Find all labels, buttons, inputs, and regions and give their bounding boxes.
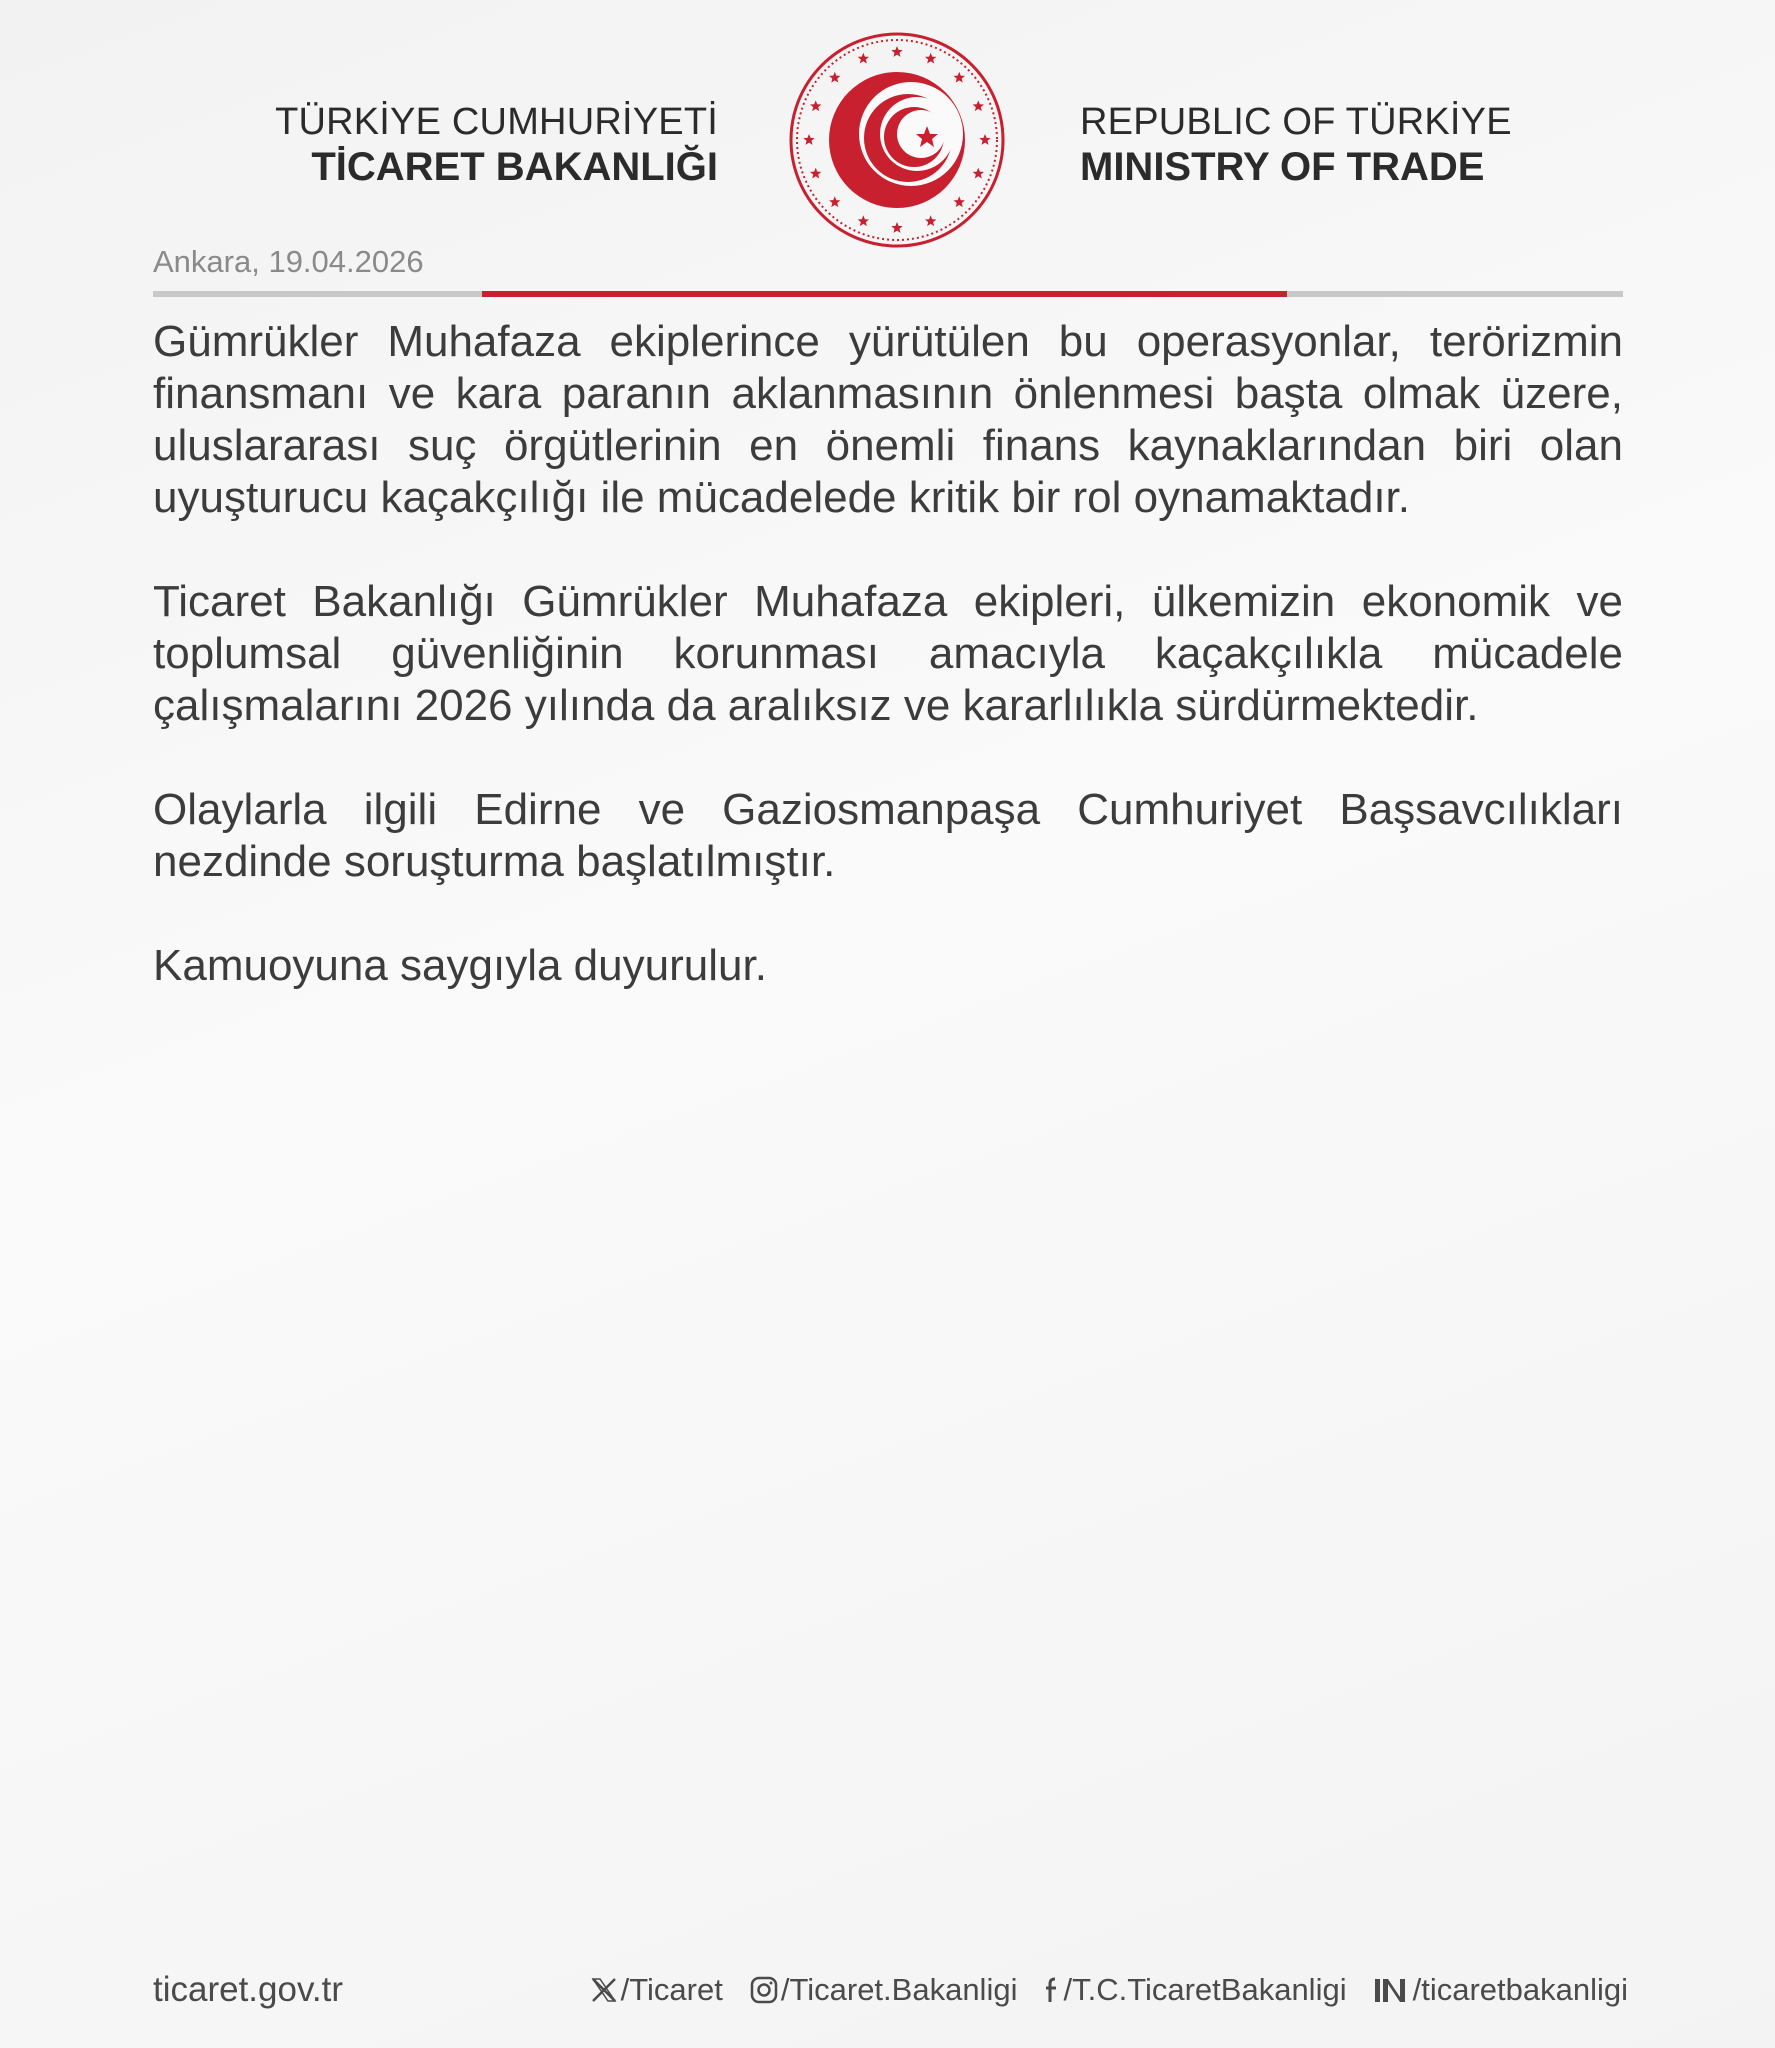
emblem-star [979, 134, 990, 145]
social-nsosyal-handle: /ticaretbakanligi [1412, 1972, 1628, 2007]
social-x[interactable] [589, 1972, 723, 2008]
letterhead [0, 30, 1775, 250]
emblem-star [858, 53, 869, 64]
social-facebook-handle: /T.C.TicaretBakanligi [1063, 1972, 1347, 2007]
x-icon [589, 1975, 619, 2005]
emblem-star [803, 134, 814, 145]
emblem-star [858, 215, 869, 226]
website-link[interactable]: ticaret.gov.tr [153, 1970, 343, 2009]
social-links [589, 1972, 1628, 2008]
social-facebook[interactable] [1043, 1972, 1346, 2008]
paragraph-2: Ticaret Bakanlığı Gümrükler Muhafaza ekipleri, ülkemizin ekonomik ve toplumsal güvenliğinin korunması amacıyla kaçakçılıkla mücadele çalışmalarını 2026 yılında da aralıksız ve kararlılıkla sürdürmektedir. [153, 577, 1623, 730]
org-turkish-line2: TİCARET BAKANLIĞI [311, 145, 718, 189]
social-nsosyal[interactable] [1373, 1972, 1628, 2008]
org-english-line2: MINISTRY OF TRADE [1080, 145, 1485, 189]
emblem-star [810, 100, 821, 111]
paragraph-1: Gümrükler Muhafaza ekiplerince yürütülen bu operasyonlar, terörizmin finansmanı ve kara paranın aklanmasının önlenmesi başta olmak üzere, uluslararası suç örgütlerinin en önemli finans kaynaklarından biri olan uyuşturucu kaçakçılığı ile mücadelede kritik bir rol oynamaktadır. [153, 317, 1623, 522]
emblem-star [973, 168, 984, 179]
nsosyal-icon [1373, 1975, 1411, 2005]
date-location: Ankara, 19.04.2026 [153, 244, 424, 279]
org-turkish-line1: TÜRKİYE CUMHURİYETİ [275, 101, 718, 143]
emblem-star [810, 168, 821, 179]
social-x-handle: /Ticaret [620, 1972, 723, 2007]
org-name-english [1080, 100, 1512, 190]
ministry-emblem-logo [787, 30, 1007, 250]
paragraph-4: Kamuoyuna saygıyla duyurulur. [153, 941, 767, 990]
header-divider-accent [482, 291, 1287, 297]
emblem-star [925, 215, 936, 226]
emblem-star [829, 72, 840, 83]
emblem-star [973, 100, 984, 111]
org-name-turkish [275, 100, 718, 190]
social-instagram[interactable] [749, 1972, 1018, 2008]
org-english-line1: REPUBLIC OF TÜRKİYE [1080, 101, 1512, 143]
press-release-body [153, 316, 1623, 1044]
facebook-icon [1043, 1975, 1061, 2005]
paragraph-3: Olaylarla ilgili Edirne ve Gaziosmanpaşa Cumhuriyet Başsavcılıkları nezdinde soruşturma başlatılmıştır. [153, 785, 1623, 886]
emblem-star [891, 46, 902, 57]
emblem-star [891, 222, 902, 233]
emblem-star [925, 53, 936, 64]
emblem-star [954, 72, 965, 83]
emblem-star [829, 196, 840, 207]
footer [153, 1970, 1628, 2020]
instagram-icon [749, 1975, 779, 2005]
social-instagram-handle: /Ticaret.Bakanligi [780, 1972, 1018, 2007]
emblem-star [954, 196, 965, 207]
